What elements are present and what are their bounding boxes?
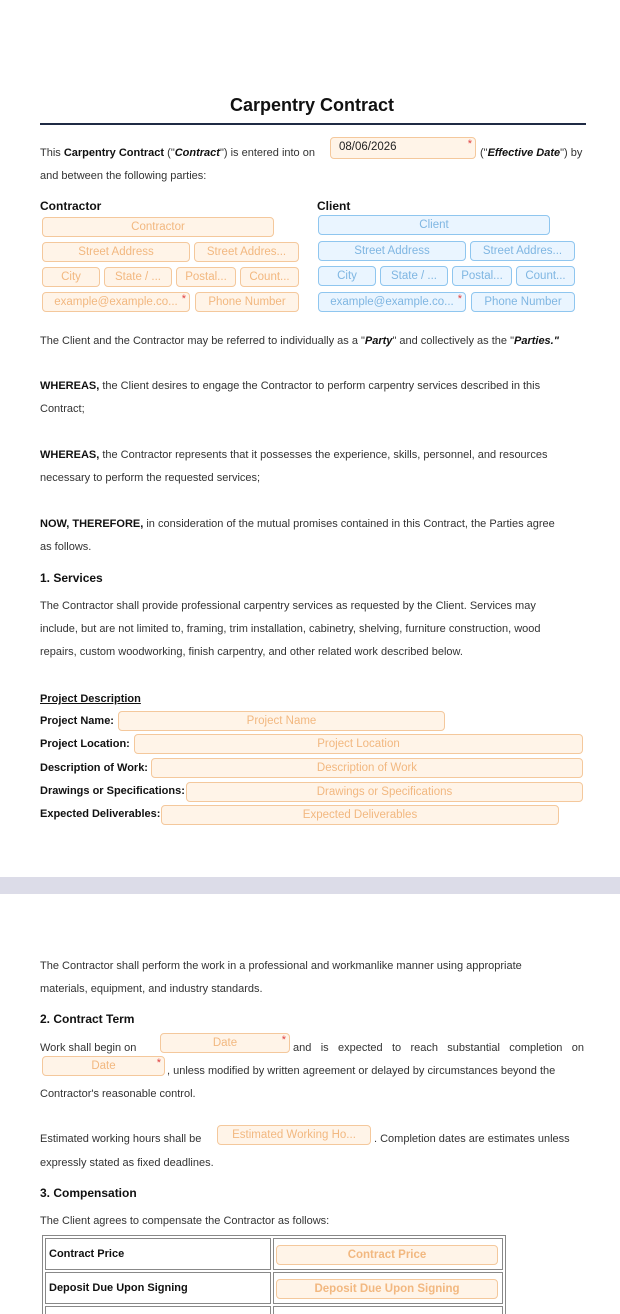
term-control-text: Contractor's reasonable control. xyxy=(40,1088,196,1100)
completion-date-field[interactable]: Date * xyxy=(42,1056,165,1076)
project-name-field[interactable]: Project Name xyxy=(118,711,445,731)
term-unless-text: , unless modified by written agreement or delayed by circumstances beyond the xyxy=(167,1065,556,1077)
contractor-heading: Contractor xyxy=(40,199,102,213)
start-date-field[interactable]: Date * xyxy=(160,1033,290,1053)
project-location-label: Project Location: xyxy=(40,738,130,750)
contractor-postal-field[interactable]: Postal... xyxy=(176,267,236,287)
expected-deliverables-field[interactable]: Expected Deliverables xyxy=(161,805,559,825)
contractor-name-field[interactable]: Contractor xyxy=(42,217,274,237)
estimated-working-hours-field[interactable]: Estimated Working Ho... xyxy=(217,1125,371,1145)
drawings-specifications-field[interactable]: Drawings or Specifications xyxy=(186,782,583,802)
client-country-field[interactable]: Count... xyxy=(516,266,575,286)
document-page-1 xyxy=(2,0,618,877)
workmanlike-line-1: The Contractor shall perform the work in a professional and workmanlike manner using appropriate xyxy=(40,960,522,972)
deposit-due-field[interactable]: Deposit Due Upon Signing xyxy=(276,1279,498,1299)
therefore-line-1: NOW, THEREFORE, in consideration of the mutual promises contained in this Contract, the Parties agree xyxy=(40,518,555,530)
compensation-intro: The Client agrees to compensate the Contractor as follows: xyxy=(40,1215,330,1227)
table-cell xyxy=(45,1306,271,1314)
contractor-street2-field[interactable]: Street Addres... xyxy=(194,242,299,262)
whereas-2-line-1: WHEREAS, the Contractor represents that it possesses the experience, skills, personnel, and resources xyxy=(40,449,548,461)
intro-line-1-suffix: ("Effective Date") by xyxy=(480,147,583,159)
whereas-1-line-2: Contract; xyxy=(40,403,85,415)
client-email-field[interactable]: example@example.co... * xyxy=(318,292,466,312)
contractor-street1-field[interactable]: Street Address xyxy=(42,242,190,262)
deposit-due-cell xyxy=(273,1272,503,1304)
document-title: Carpentry Contract xyxy=(229,95,395,115)
parties-definition: The Client and the Contractor may be referred to individually as a "Party" and collectively as the "Parties." xyxy=(40,335,559,347)
description-of-work-field[interactable]: Description of Work xyxy=(151,758,583,778)
project-location-field[interactable]: Project Location xyxy=(134,734,583,754)
contract-term-heading: 2. Contract Term xyxy=(40,1012,135,1026)
expected-deliverables-label: Expected Deliverables: xyxy=(40,808,161,820)
contract-price-label: Contract Price xyxy=(45,1238,271,1270)
description-of-work-label: Description of Work: xyxy=(40,762,148,774)
compensation-heading: 3. Compensation xyxy=(40,1186,137,1200)
services-heading: 1. Services xyxy=(40,571,103,585)
project-description-heading: Project Description xyxy=(40,693,141,705)
whereas-2-line-2: necessary to perform the requested services; xyxy=(40,472,261,484)
contract-price-cell xyxy=(273,1238,503,1270)
contractor-city-field[interactable]: City xyxy=(42,267,100,287)
document-page-2 xyxy=(2,894,618,1314)
client-city-field[interactable]: City xyxy=(318,266,376,286)
client-heading: Client xyxy=(317,199,351,213)
term-begin-text: Work shall begin on xyxy=(40,1042,137,1054)
intro-line-1: This Carpentry Contract ("Contract") is entered into on xyxy=(40,147,315,159)
client-street1-field[interactable]: Street Address xyxy=(318,241,466,261)
project-name-label: Project Name: xyxy=(40,715,114,727)
client-postal-field[interactable]: Postal... xyxy=(452,266,512,286)
table-row xyxy=(45,1272,503,1304)
services-line-2: include, but are not limited to, framing, trim installation, cabinetry, shelving, furniture construction, wood xyxy=(40,623,541,635)
table-row xyxy=(45,1238,503,1270)
title-divider xyxy=(40,123,586,125)
working-hours-prefix: Estimated working hours shall be xyxy=(40,1133,202,1145)
intro-line-2: and between the following parties: xyxy=(40,170,207,182)
page-separator xyxy=(0,877,620,894)
client-state-field[interactable]: State / ... xyxy=(380,266,448,286)
working-hours-suffix: . Completion dates are estimates unless xyxy=(374,1133,570,1145)
drawings-specifications-label: Drawings or Specifications: xyxy=(40,785,185,797)
services-line-3: repairs, custom woodworking, finish carpentry, and other related work described below. xyxy=(40,646,463,658)
whereas-1-line-1: WHEREAS, the Client desires to engage the Contractor to perform carpentry services described in this xyxy=(40,380,541,392)
working-hours-line-2: expressly stated as fixed deadlines. xyxy=(40,1157,214,1169)
intro-contract-name: Carpentry Contract xyxy=(63,147,165,159)
compensation-table xyxy=(42,1235,506,1314)
contractor-country-field[interactable]: Count... xyxy=(240,267,299,287)
term-expected-text: and is expected to reach substantial completion on xyxy=(293,1042,584,1054)
contract-price-field[interactable]: Contract Price xyxy=(276,1245,498,1265)
therefore-line-2: as follows. xyxy=(40,541,92,553)
workmanlike-line-2: materials, equipment, and industry standards. xyxy=(40,983,263,995)
contractor-email-field[interactable]: example@example.co... * xyxy=(42,292,190,312)
client-phone-field[interactable]: Phone Number xyxy=(471,292,575,312)
table-cell xyxy=(273,1306,503,1314)
client-name-field[interactable]: Client xyxy=(318,215,550,235)
effective-date-field[interactable]: 08/06/2026 * xyxy=(330,137,476,159)
table-row xyxy=(45,1306,503,1314)
contractor-state-field[interactable]: State / ... xyxy=(104,267,172,287)
deposit-due-label: Deposit Due Upon Signing xyxy=(45,1272,271,1304)
client-street2-field[interactable]: Street Addres... xyxy=(470,241,575,261)
services-line-1: The Contractor shall provide professional carpentry services as requested by the Client. Services may xyxy=(40,600,536,612)
contractor-phone-field[interactable]: Phone Number xyxy=(195,292,299,312)
